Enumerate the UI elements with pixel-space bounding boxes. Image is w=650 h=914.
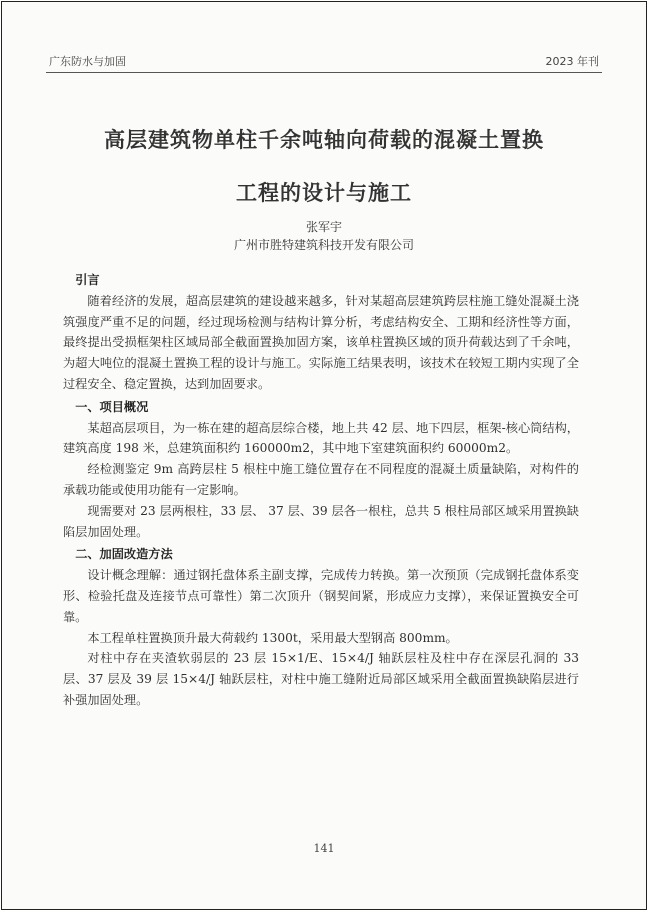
author-name: 张军宇: [305, 220, 342, 234]
author-affiliation: 广州市胜特建筑科技开发有限公司: [233, 238, 414, 252]
article-body: [63, 268, 579, 711]
section-heading-project-overview: 一、项目概况: [75, 399, 149, 414]
article-title-line-1: 高层建筑物单柱千余吨轴向荷载的混凝土置换: [104, 127, 544, 152]
journal-page: [1, 1, 647, 910]
page-number: 141: [313, 842, 335, 855]
section-heading-intro: 引言: [75, 273, 100, 287]
paragraph-project-1: 某超高层项目，为一栋在建的超高层综合楼，地上共 42 层、地下四层，框架-核心筒结构，建筑高度 198 米，总建筑面积约 160000m2，其中地下室建筑面积约 60000m2。: [63, 420, 579, 456]
paragraph-intro: 随着经济的发展，超高层建筑的建设越来越多，针对某超高层建筑跨层柱施工缝处混凝土浇筑强度严重不足的问题，经过现场检测与结构计算分析，考虑结构安全、工期和经济性等方面，最终提出受损框架柱区域局部全截面置换加固方案，该单柱置换区域的顶升荷载达到了千余吨，为超大吨位的混凝土置换工程的设计与施工。实际施工结果表明，该技术在较短工期内实现了全过程安全、稳定置换，达到加固要求。: [63, 293, 579, 391]
paragraph-method-1: 设计概念理解：通过钢托盘体系主副支撑，完成传力转换。第一次预顶（完成钢托盘体系变形、检验托盘及连接节点可靠性）第二次顶升（钢契间紧，形成应力支撑），来保证置换安全可靠。: [63, 568, 579, 624]
paragraph-project-2: 经检测鉴定 9m 高跨层柱 5 根柱中施工缝位置存在不同程度的混凝土质量缺陷，对构件的承载功能或使用功能有一定影响。: [63, 462, 579, 497]
article-title-line-2: 工程的设计与施工: [236, 180, 412, 205]
paragraph-method-2: 本工程单柱置换顶升最大荷载约 1300t，采用最大型钢高 800mm。: [87, 630, 458, 645]
journal-issue: 2023 年刊: [545, 55, 599, 68]
paragraph-project-3: 现需要对 23 层两根柱，33 层、 37 层、39 层各一根柱，总共 5 根柱局部区域采用置换缺陷层加固处理。: [63, 503, 579, 539]
header-divider: [46, 72, 602, 73]
section-heading-reinforcement-method: 二、加固改造方法: [75, 547, 173, 562]
paragraph-method-3: 对柱中存在夹渣软弱层的 23 层 15×1/E、15×4/J 轴跃层柱及柱中存在深层孔洞的 33 层、37 层及 39 层 15×4/J 轴跃层柱，对柱中施工缝附近局部区域采用全截面置换缺陷层进行补强加固处理。: [63, 651, 579, 707]
journal-name: 广东防水与加固: [49, 55, 126, 68]
